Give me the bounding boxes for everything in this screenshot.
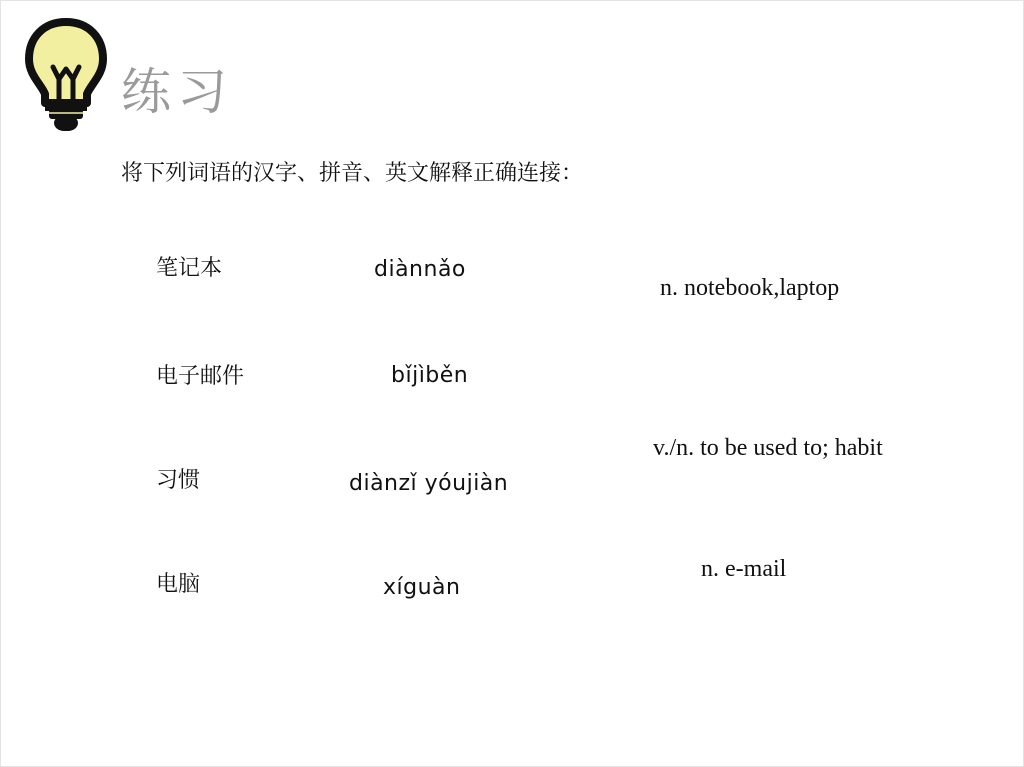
lightbulb-icon xyxy=(23,17,109,135)
pinyin-word: diànzǐ yóujiàn xyxy=(349,471,509,496)
chinese-word: 电脑 xyxy=(156,572,201,597)
pinyin-word: xíguàn xyxy=(383,575,461,600)
pinyin-word: bǐjìběn xyxy=(391,363,469,388)
chinese-word: 习惯 xyxy=(156,468,201,493)
english-definition: v./n. to be used to; habit xyxy=(653,435,883,461)
english-definition: n. notebook,laptop xyxy=(660,275,840,301)
english-definition: n. e-mail xyxy=(701,556,787,582)
pinyin-word: diànnǎo xyxy=(374,257,466,282)
chinese-word: 电子邮件 xyxy=(156,364,245,389)
page-title: 练习 xyxy=(121,63,233,121)
instruction-text: 将下列词语的汉字、拼音、英文解释正确连接： xyxy=(121,161,584,186)
chinese-word: 笔记本 xyxy=(156,256,223,281)
